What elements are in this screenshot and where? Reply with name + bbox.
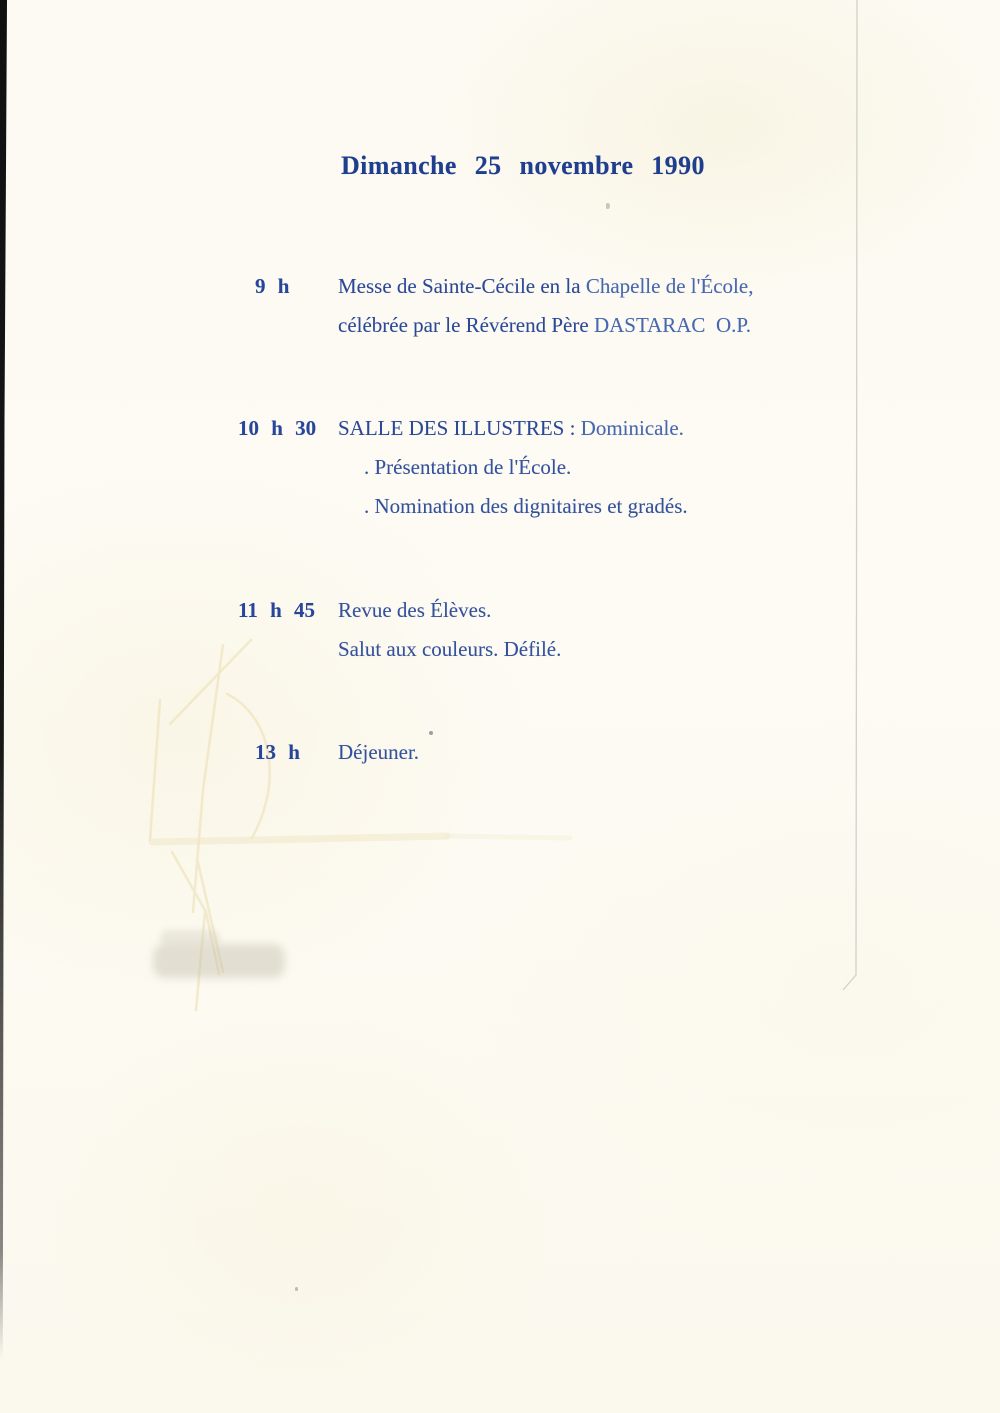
left-edge-scan-shadow: [0, 0, 7, 1360]
schedule-entry-lines: [338, 409, 858, 526]
schedule-entry-lines: [338, 591, 858, 669]
show-through-smudge: [153, 944, 285, 978]
paper-speck: [606, 203, 610, 209]
schedule-entry-lines: [338, 267, 858, 345]
text-segment: DASTARAC O.P.: [593, 313, 751, 337]
text-segment: Dominicale.: [580, 416, 684, 440]
text-segment: SALLE DES ILLUSTRES :: [338, 416, 581, 440]
show-through-band-faint: [447, 836, 570, 838]
schedule-time: 11 h 45: [238, 598, 316, 622]
text-segment: . Présentation de l'École.: [364, 455, 572, 479]
schedule-entry-lines: [338, 733, 858, 772]
show-through-band: [152, 836, 447, 842]
schedule-entry-10h30: [238, 409, 858, 526]
schedule-line: [338, 267, 858, 306]
text-segment: Déjeuner.: [338, 740, 420, 764]
schedule-line: [364, 487, 858, 526]
schedule-time: 13 h: [255, 740, 300, 764]
text-segment: Salut aux couleurs. Défilé.: [338, 637, 562, 661]
schedule-line: [338, 591, 858, 630]
text-segment: célébrée par le Révérend Père: [338, 313, 594, 337]
text-segment: . Nomination des dignitaires et gradés.: [364, 494, 688, 518]
document-title: Dimanche 25 novembre 1990: [341, 151, 705, 180]
schedule-line: [338, 733, 858, 772]
text-segment: Chapelle de l'École,: [585, 274, 754, 298]
schedule-entry-9h: [238, 267, 858, 345]
text-segment: Revue des Élèves.: [338, 598, 492, 622]
schedule-line: [338, 630, 858, 669]
paper-speck: [295, 1287, 298, 1291]
show-through-smudge-small: [160, 930, 220, 946]
schedule-entry-13h: [238, 733, 858, 772]
schedule-line: [364, 448, 858, 487]
schedule-line: [338, 306, 858, 345]
schedule-time: 10 h 30: [238, 416, 317, 440]
schedule-line: [338, 409, 858, 448]
text-segment: Messe de Sainte-Cécile en la: [338, 274, 586, 298]
schedule-time: 9 h: [255, 274, 290, 298]
schedule-entry-11h45: [238, 591, 858, 669]
